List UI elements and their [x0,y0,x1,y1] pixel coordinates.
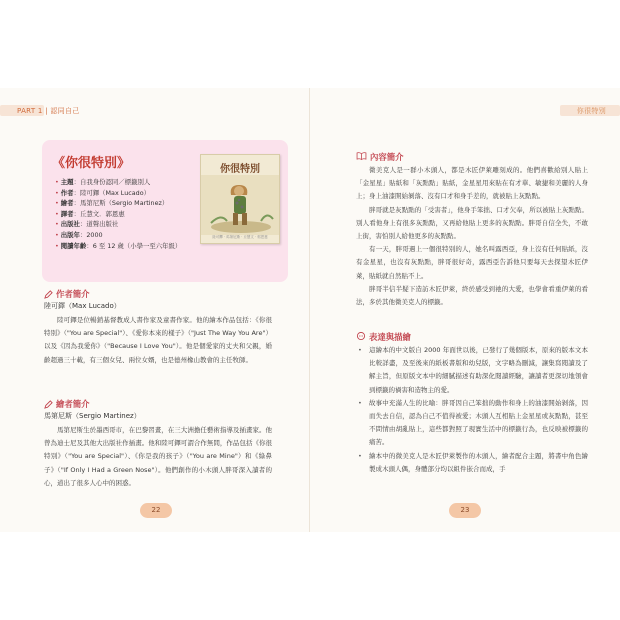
speech-bubble-icon [356,332,366,343]
cover-illustration-icon [201,175,280,235]
info-row-age: • 閱讀年齡：6 至 12 歲（小學一至六年級） [55,241,182,250]
right-page-header: 你很特別 [576,107,606,115]
list-item: • 故事中充滿人生的比喻：胖哥因自己笨拙的動作和身上的油漆開始剝落，因而失去自信，認為自己不值得被愛；木頭人互相貼上金星星或灰點點，甚至不問情由胡亂貼上，這些都對照了現實生活中的標籤行為，也反映被標籤的痛苦。 [358,398,588,447]
summary-paragraph: 有一天，胖哥遇上一個很特別的人，她名叫露西亞，身上沒有任何貼紙，沒有金星星，也沒有灰點點，胖哥很好奇，露西亞告訴他只要每天去探望木匠伊萊，貼紙就自然貼不上。 [356,245,588,280]
summary-text [356,164,588,309]
illustrator-section-heading: 繪者簡介 [44,398,90,410]
book-title: 《你很特別》 [52,156,131,171]
list-item: • 這繪本的中文版自 2000 年面世以後，已發行了幾個版本，原來的版本文本比較詳盡，及至後來的紙板書版和幼兒版，文字略為刪減，讓集寫閱讀及了解主旨，但原版文本中的細膩描述有助深化閱讀經驗，讓讀者更深切地領會到標籤的禍害和造物主的愛。 [358,346,588,394]
author-bio: 陸可鐸是位暢銷基督教成人書作家及童書作家。他的繪本作品包括：《你很特別》（"You are Special"）、《愛你本來的樣子》（"Just The Way You Are"）以及《因為我愛你》（"Because I Love You"）。他是個愛家的丈夫和父親，婚齡超過三十載，有三個女兒、兩位女婿，也是德州橡山教會的主任牧師。 [44,316,272,364]
info-row-year: • 出版年：2000 [55,230,103,239]
cover-title: 你很特別 [220,164,260,175]
info-row-theme: • 主題：自我身份認同／標籤別人 [55,178,151,186]
book-spread [0,88,620,532]
open-book-icon [356,152,367,162]
expression-list [356,344,588,476]
left-page-header: PART 1 | 認同自己 [17,107,80,115]
author-section-heading: 作者簡介 [44,288,90,300]
author-name: 陸可鐸（Max Lucado） [44,302,121,310]
summary-paragraph: 胖哥半信半疑下造訪木匠伊萊，終於感受到祂的大愛，也學會看重伊萊的看法，多於其他微美克人的標籤。 [356,284,588,307]
book-cover-image [200,154,280,244]
illustrator-bio: 馬第尼斯生於墨西哥市，在巴黎習畫，在三大洲擔任藝術指導及插畫家。他曾為迪士尼及其他大出版社作插畫。他和陸可鐸可謂合作無間，作品包括《你很特別》（"You are Special"）、《你是我的孩子》（"You are Mine"）和《綠鼻子》（"If Only I Had a Green Nose"）。他們創作的小木頭人胖哥深入讀者的心，道出了很多人心中的困惑。 [44,426,272,487]
expression-section-heading: 表達與描繪 [356,331,411,343]
cover-credit: 陸可鐸 · 馬第尼斯 · 丘慧文 · 郭恩惠 [212,235,268,239]
list-item: • 繪本中的微美克人是木匠伊萊製作的木頭人，繪者配合主題，將書中角色繪製成木頭人偶，身體部分均以組件嵌合而成，手 [358,451,588,473]
book-info-card [42,140,288,282]
left-page [0,88,310,532]
page-number: 22 [140,503,172,518]
illustrator-name: 馬第尼斯（Sergio Martinez） [44,412,141,420]
book-info-list [55,177,195,251]
right-page [310,88,620,532]
info-row-translator: • 譯者：丘慧文．郭恩惠 [55,209,125,218]
info-row-author: • 作者：陸可鐸（Max Lucado） [55,188,151,197]
pen-icon [44,400,53,409]
summary-section-heading: 內容簡介 [356,151,404,163]
info-row-illustrator: • 繪者：馬第尼斯（Sergio Martinez） [55,199,169,208]
summary-paragraph: 胖哥就是灰點點的「受害者」，他身手笨拙、口才欠奉，所以被貼上灰點點。別人看他身上有很多灰點點，又再給他貼上更多的灰點點。胖哥自信全失，不敢上街，害怕別人給他更多的灰點點。 [356,205,588,241]
summary-paragraph: 微美克人是一群小木頭人，都是木匠伊萊雕刻成的。他們喜歡給別人貼上「金星星」貼紙和「灰點點」貼紙，金星星用來貼在有才華、敏捷和美麗的人身上；身上油漆開始剝落、沒有口才和身手差的，就被貼上灰點點。 [356,166,588,201]
pen-icon [44,290,53,299]
info-row-publisher: • 出版社：道聲出版社 [55,220,119,229]
page-number: 23 [449,503,481,518]
